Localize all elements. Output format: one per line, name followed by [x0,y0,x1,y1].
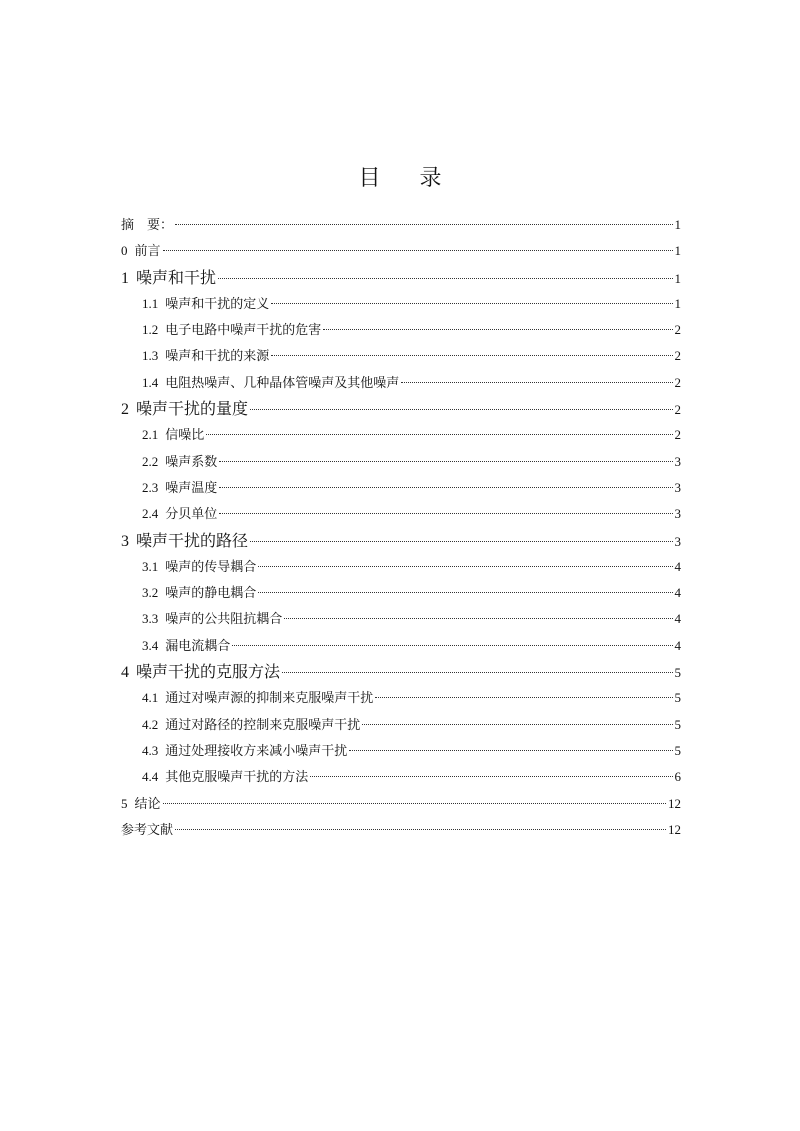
toc-entry[interactable] [121,554,681,580]
toc-list [121,212,681,843]
toc-entry[interactable] [121,422,681,448]
toc-entry-number: 4.3 [142,742,159,758]
toc-entry-text: 噪声的公共阻抗耦合 [165,612,283,628]
toc-entry-number: 4.1 [142,690,159,706]
toc-leader-dots [219,487,672,488]
toc-entry-page: 12 [668,821,681,837]
toc-entry-page: 3 [674,479,681,495]
toc-leader-dots [206,434,672,435]
toc-leader-dots [218,278,672,279]
toc-entry-page: 3 [674,506,681,522]
toc-entry-number: 4 [121,664,129,682]
toc-entry-number: 1.3 [142,348,159,364]
toc-entry-number: 1 [121,269,129,287]
toc-entry-page: 5 [674,742,681,758]
toc-entry-page: 3 [674,533,681,549]
toc-entry-label [142,501,217,528]
toc-entry-page: 6 [674,769,681,785]
toc-leader-dots [284,618,672,619]
toc-entry-page: 5 [674,690,681,706]
toc-entry-text: 噪声和干扰的来源 [165,349,270,365]
toc-entry-label [121,265,216,292]
toc-entry-label [142,422,204,449]
toc-leader-dots [271,355,672,356]
toc-entry-page: 4 [674,558,681,574]
toc-entry-number: 4.4 [142,769,159,785]
toc-entry-label [142,738,347,765]
toc-entry-text: 噪声系数 [165,454,218,470]
toc-entry-page: 1 [674,295,681,311]
toc-entry-number: 1.4 [142,374,159,390]
toc-entry-page: 3 [674,453,681,469]
toc-entry-label [142,712,360,739]
toc-leader-dots [349,750,672,751]
toc-entry-page: 4 [674,611,681,627]
toc-entry-label [121,791,161,818]
toc-entry-page: 1 [674,217,681,232]
toc-entry-number: 1.2 [142,322,159,338]
toc-entry-number: 2.2 [142,453,159,469]
toc-title: 目 录 [358,166,458,191]
toc-entry[interactable] [121,396,681,422]
toc-leader-dots [271,303,672,304]
toc-entry-label [142,685,373,712]
toc-entry-label [121,528,248,555]
toc-entry-number: 4.2 [142,716,159,732]
toc-leader-dots [219,513,672,514]
toc-entry-page: 12 [668,795,681,811]
toc-entry-text: 通过对噪声源的抑制来克服噪声干扰 [165,691,374,707]
toc-leader-dots [175,224,672,225]
toc-entry-text: 信噪比 [165,428,205,444]
toc-entry-number: 5 [121,795,128,811]
toc-entry-text: 噪声干扰的量度 [136,399,249,419]
toc-entry[interactable] [121,764,681,790]
toc-entry-text: 通过对路径的控制来克服噪声干扰 [165,717,361,733]
toc-entry[interactable] [121,659,681,685]
toc-entry-page: 1 [674,243,681,259]
toc-entry-number: 0 [121,243,128,259]
toc-entry-label [121,659,280,686]
toc-leader-dots [401,382,672,383]
toc-leader-dots [323,329,672,330]
toc-entry-page: 4 [674,637,681,653]
toc-entry-text: 通过处理接收方来减小噪声干扰 [165,743,348,759]
toc-entry-page: 2 [674,348,681,364]
toc-entry-text: 参考文献 [121,822,174,838]
toc-entry-label [142,317,321,344]
toc-leader-dots [163,803,666,804]
toc-entry-number: 3 [121,532,129,550]
toc-entry-number: 1.1 [142,295,159,311]
toc-entry-label [142,633,230,660]
toc-entry-page: 5 [674,665,681,681]
toc-entry[interactable] [121,633,681,659]
toc-entry-label [142,580,256,607]
toc-entry-label [121,818,173,844]
toc-leader-dots [258,566,672,567]
toc-entry[interactable] [121,738,681,764]
toc-leader-dots [310,776,672,777]
toc-leader-dots [362,724,672,725]
toc-entry-text: 噪声干扰的克服方法 [136,662,281,682]
toc-entry-label [142,343,269,370]
toc-entry-text: 其他克服噪声干扰的方法 [165,770,309,786]
toc-leader-dots [282,672,672,673]
toc-entry[interactable] [121,501,681,527]
toc-entry[interactable] [121,606,681,632]
toc-entry-text: 电子电路中噪声干扰的危害 [165,323,322,339]
toc-entry-label [142,606,282,633]
toc-entry-label [142,449,217,476]
toc-entry-number: 3.2 [142,585,159,601]
toc-entry[interactable] [121,265,681,291]
toc-entry-number: 3.4 [142,637,159,653]
toc-entry-page: 5 [674,716,681,732]
toc-leader-dots [250,541,672,542]
toc-entry-page: 2 [674,322,681,338]
toc-entry-label [121,213,173,239]
toc-entry[interactable] [121,712,681,738]
toc-entry[interactable] [121,685,681,711]
toc-entry-text: 噪声和干扰 [136,267,217,287]
toc-entry-text: 噪声温度 [165,480,218,496]
toc-entry-label [121,238,161,265]
toc-entry-text: 分贝单位 [165,507,218,523]
toc-entry-label [142,370,399,397]
toc-entry-number: 3.3 [142,611,159,627]
toc-entry-number: 3.1 [142,558,159,574]
toc-entry[interactable] [121,817,681,843]
toc-entry-text: 噪声的静电耦合 [165,586,257,602]
toc-entry-text: 结论 [134,796,161,812]
toc-entry-page: 2 [674,374,681,390]
toc-entry-text: 噪声和干扰的定义 [165,296,270,312]
toc-leader-dots [250,409,672,410]
toc-entry-text: 漏电流耦合 [165,638,231,654]
toc-entry-text: 摘 要： [121,218,174,233]
toc-entry[interactable] [121,449,681,475]
toc-entry-label [142,291,269,318]
toc-entry-label [142,764,308,791]
toc-entry[interactable] [121,370,681,396]
toc-entry-page: 1 [674,270,681,286]
toc-entry[interactable] [121,580,681,606]
toc-entry-number: 2.3 [142,479,159,495]
toc-entry[interactable] [121,317,681,343]
toc-entry[interactable] [121,238,681,264]
toc-entry-page: 2 [674,402,681,418]
toc-leader-dots [375,697,672,698]
toc-leader-dots [258,592,672,593]
toc-entry[interactable] [121,212,681,238]
toc-entry[interactable] [121,528,681,554]
toc-entry[interactable] [121,343,681,369]
toc-entry-text: 噪声的传导耦合 [165,559,257,575]
toc-entry-page: 2 [674,427,681,443]
toc-entry-number: 2 [121,401,129,419]
toc-entry-text: 前言 [134,244,161,260]
toc-entry-label [121,396,248,423]
toc-entry-text: 电阻热噪声、几种晶体管噪声及其他噪声 [165,375,400,391]
toc-entry-label [142,554,256,581]
toc-entry[interactable] [121,291,681,317]
toc-leader-dots [163,250,673,251]
toc-entry-page: 4 [674,585,681,601]
toc-entry[interactable] [121,475,681,501]
toc-leader-dots [232,645,672,646]
toc-entry-number: 2.1 [142,427,159,443]
toc-leader-dots [219,461,672,462]
toc-entry-text: 噪声干扰的路径 [136,530,249,550]
toc-leader-dots [175,829,666,830]
toc-entry-label [142,475,217,502]
toc-entry-number: 2.4 [142,506,159,522]
toc-entry[interactable] [121,791,681,817]
